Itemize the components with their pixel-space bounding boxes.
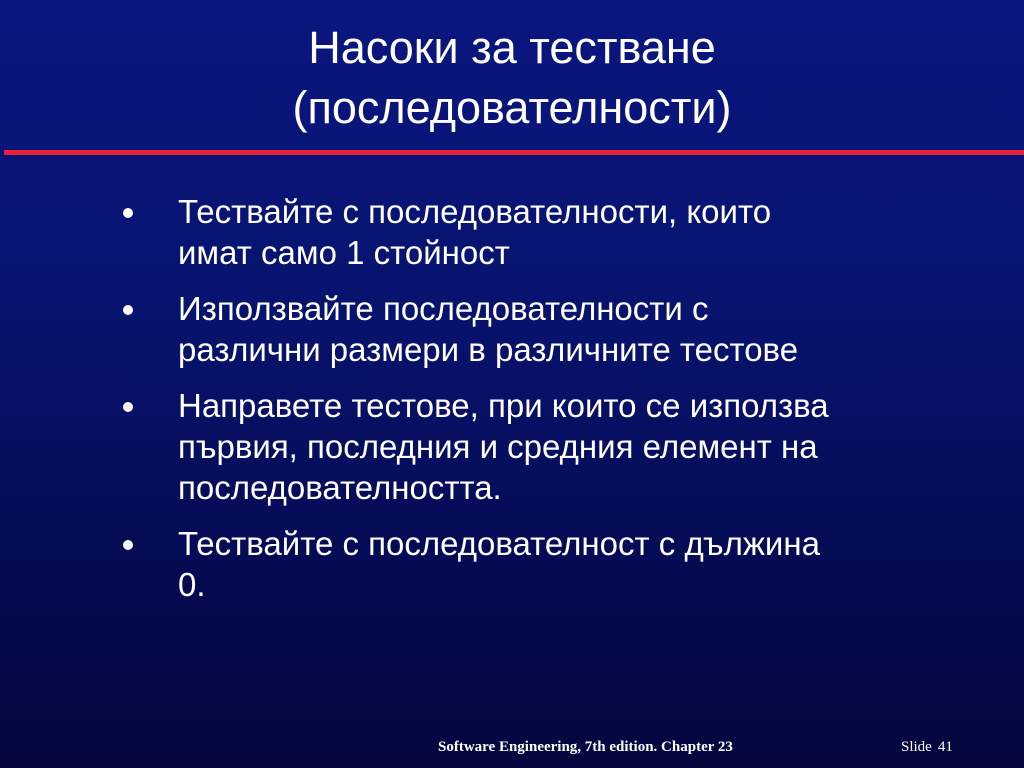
bullet-text-line: имат само 1 стойност [178,234,510,271]
bullet-dot-icon [123,305,133,315]
bullet-item [118,191,988,273]
bullet-item [118,288,988,370]
bullet-text-line: първия, последния и средния елемент на [178,428,818,465]
bullet-text-line: Направете тестове, при които се използва [178,387,829,424]
bullet-text-line: последователността. [178,469,502,506]
slide-title-line-1: Насоки за тестване [308,22,716,73]
bullet-text-line: Използвайте последователности с [178,290,709,327]
bullet-text-line: Тествайте с последователности, които [178,193,772,230]
title-divider [4,150,1024,155]
slide-title [0,18,1024,138]
slide-title-line-2: (последователности) [292,82,732,133]
footer-slide-number [901,737,953,757]
bullet-text-line: 0. [178,566,206,603]
bullet-dot-icon [123,540,133,550]
bullet-text-line: различни размери в различните тестове [178,331,799,368]
footer-slide-num-value: 41 [937,739,953,755]
bullet-dot-icon [123,402,133,412]
bullet-item [118,523,988,605]
footer-book-title: Software Engineering, 7th edition. Chapter 23 [438,739,733,755]
bullet-dot-icon [123,208,133,218]
bullet-item [118,385,988,508]
bullet-list [118,191,988,620]
footer-slide-label: Slide [901,739,932,755]
bullet-text-line: Тествайте с последователност с дължина [178,525,820,562]
